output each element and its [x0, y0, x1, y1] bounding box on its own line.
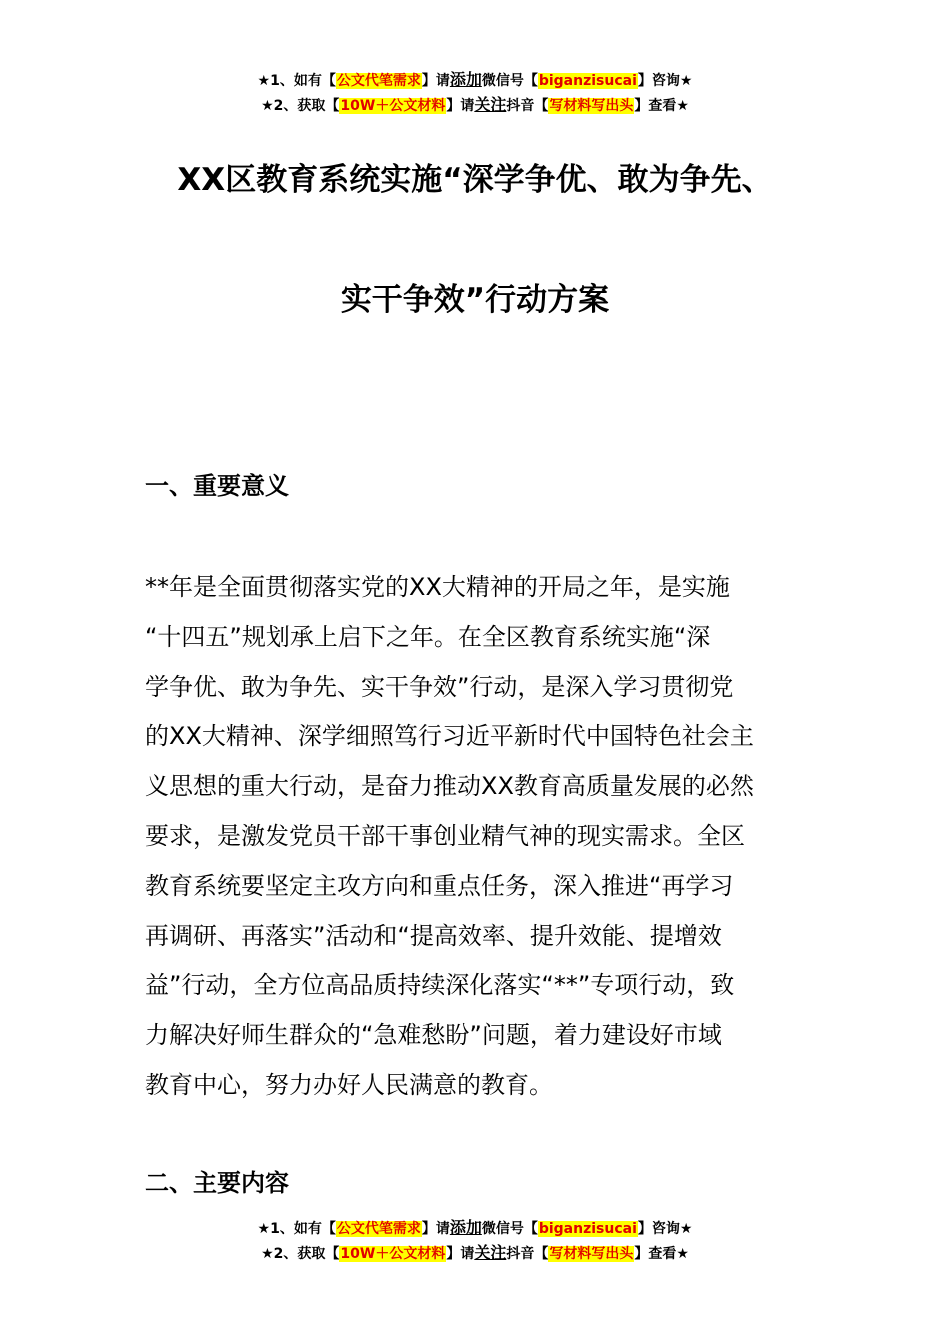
- promo-text: 抖音【: [506, 1246, 549, 1262]
- promo-highlight: 公文代笔需求: [336, 73, 421, 89]
- promo-highlight: 写材料写出头: [549, 98, 634, 114]
- promo-highlight: 写材料写出头: [549, 1246, 634, 1262]
- promo-highlight: biganzisucai: [538, 73, 637, 89]
- paragraph-line: 义思想的重大行动，是奋力推动XX教育高质量发展的必然: [145, 772, 754, 801]
- promo-text: 】请: [421, 73, 450, 89]
- promo-line-1: [0, 68, 950, 93]
- promo-text: 】咨询★: [637, 73, 693, 89]
- promo-highlight: biganzisucai: [538, 1221, 637, 1237]
- promo-text: 】请: [421, 1221, 450, 1237]
- promo-text: ★2、获取【: [261, 1246, 340, 1262]
- section-heading-importance: 一、重要意义: [145, 472, 289, 500]
- promo-text: 】查看★: [634, 98, 689, 114]
- paragraph-line: 教育中心，努力办好人民满意的教育。: [145, 1070, 553, 1099]
- document-title-line-1: XX区教育系统实施“深学争优、敢为争先、: [177, 162, 773, 198]
- promo-highlight: 10W＋公文材料: [340, 1246, 446, 1262]
- promo-text: 】请: [446, 98, 475, 114]
- paragraph-line: 益”行动，全方位高品质持续深化落实“**”专项行动，致: [145, 971, 735, 1000]
- paragraph-line: 再调研、再落实”活动和“提高效率、提升效能、提增效: [145, 921, 722, 950]
- promo-line-2: [0, 93, 950, 118]
- promo-highlight: 公文代笔需求: [336, 1221, 421, 1237]
- promo-text: 】请: [446, 1246, 475, 1262]
- paragraph-line: 的XX大精神、深学细照笃行习近平新时代中国特色社会主: [145, 722, 754, 751]
- promo-line-1: [0, 1216, 950, 1241]
- paragraph-line: 力解决好师生群众的“急难愁盼”问题，着力建设好市域: [145, 1021, 722, 1050]
- paragraph-line: 教育系统要坚定主攻方向和重点任务，深入推进“再学习: [145, 871, 734, 900]
- promo-banner-bottom: [0, 1216, 950, 1266]
- promo-text: ★2、获取【: [261, 98, 340, 114]
- promo-underline: 关注: [474, 95, 507, 114]
- promo-underline: 添加: [449, 1218, 482, 1237]
- section-heading-content: 二、主要内容: [145, 1169, 289, 1197]
- promo-text: ★1、如有【: [257, 1221, 336, 1237]
- promo-text: 】咨询★: [637, 1221, 693, 1237]
- paragraph-line: 学争优、敢为争先、实干争效”行动，是深入学习贯彻党: [145, 672, 734, 701]
- promo-banner-top: [0, 68, 950, 118]
- promo-text: 微信号【: [481, 1221, 538, 1237]
- promo-text: 微信号【: [481, 73, 538, 89]
- promo-text: 抖音【: [506, 98, 549, 114]
- promo-line-2: [0, 1241, 950, 1266]
- section-paragraph-importance: [145, 563, 808, 1111]
- paragraph-line: “十四五”规划承上启下之年。在全区教育系统实施“深: [145, 622, 711, 651]
- paragraph-line: 要求，是激发党员干部干事创业精气神的现实需求。全区: [145, 821, 745, 850]
- document-title-line-2: 实干争效”行动方案: [340, 282, 610, 318]
- promo-text: 】查看★: [634, 1246, 689, 1262]
- promo-underline: 添加: [449, 70, 482, 89]
- promo-text: ★1、如有【: [257, 73, 336, 89]
- promo-highlight: 10W＋公文材料: [340, 98, 446, 114]
- promo-underline: 关注: [474, 1243, 507, 1262]
- paragraph-line: **年是全面贯彻落实党的XX大精神的开局之年，是实施: [145, 573, 730, 601]
